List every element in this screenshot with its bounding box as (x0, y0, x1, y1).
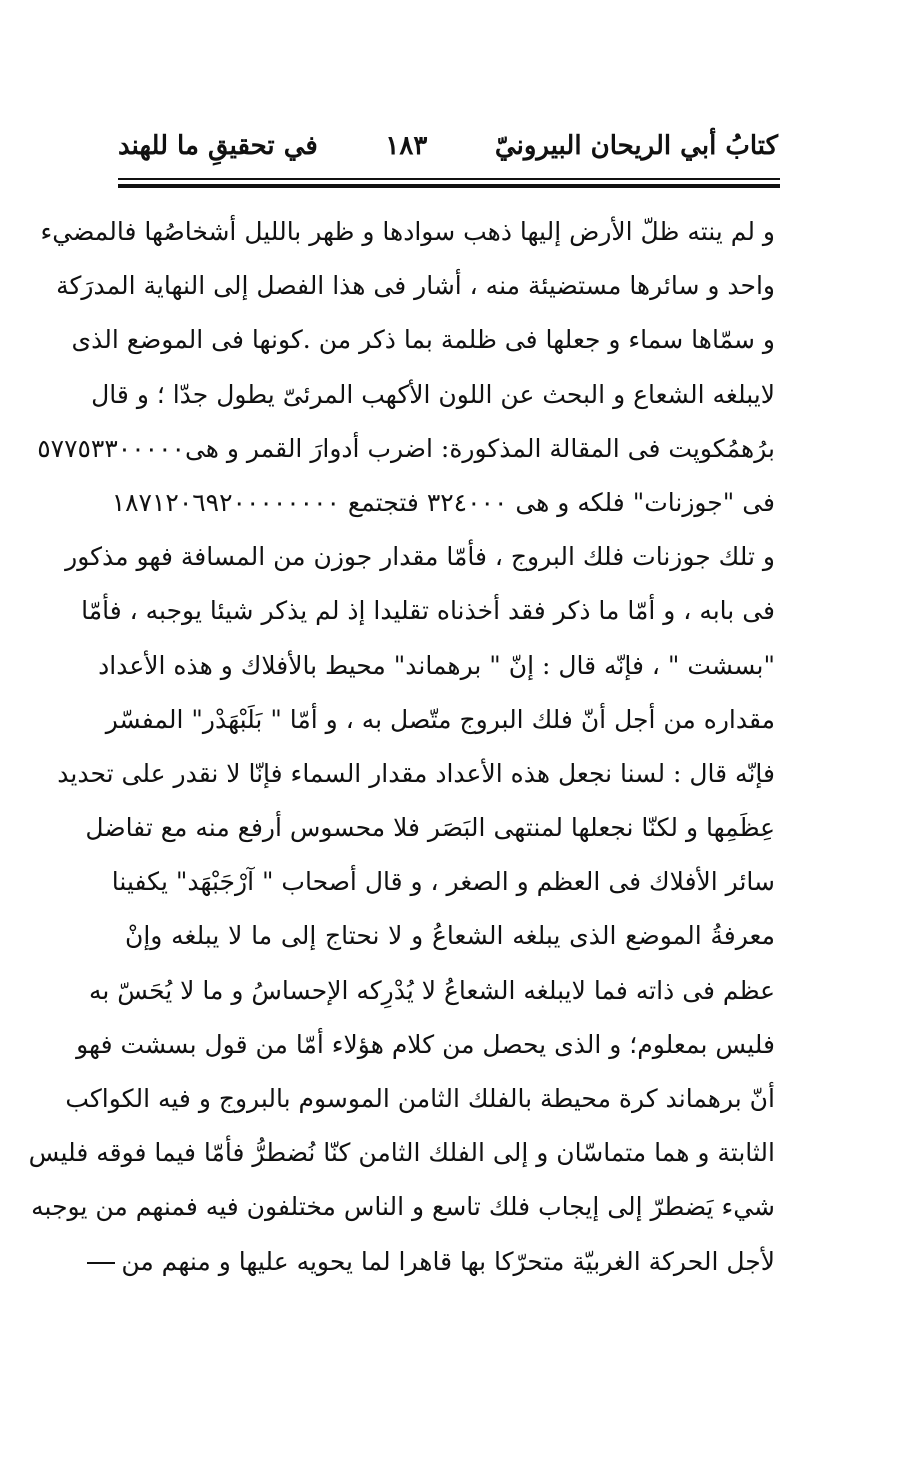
book-title-left: في تحقيقِ ما للهند (118, 131, 318, 161)
text-line: فليس بمعلوم؛ و الذى يحصل من كلام هؤلاء أمّا من قول بسشت فهو (76, 1029, 775, 1059)
text-line: و سمّاها سماء و جعلها فى ظلمة بما ذكر من .كونها فى الموضع الذى (71, 325, 775, 355)
book-title-right: كتابُ أبي الريحان البيرونيّ (494, 131, 778, 161)
text-line: عِظَمِها و لكنّا نجعلها لمنتهى البَصَر فلا محسوس أرفع منه مع تفاضل (85, 813, 775, 843)
text-line-content: لأجل الحركة الغربيّة متحرّكا بها قاهرا لما يحويه عليها و منهم من (121, 1246, 775, 1276)
text-line: و لم ينته ظلّ الأرض إليها ذهب سوادها و ظهر بالليل أشخاصُها فالمضيء (40, 217, 775, 246)
text-line: شيء يَضطرّ إلى إيجاب فلك تاسع و الناس مختلفون فيه فمنهم من يوجبه (31, 1192, 775, 1222)
text-line: واحد و سائرها مستضيئة منه ، أشار فى هذا الفصل إلى النهاية المدرَكة (56, 271, 775, 301)
text-line: الثابتة و هما متماسّان و إلى الفلك الثامن كنّا نُضطرُّ فأمّا فيما فوقه فليس (28, 1138, 775, 1168)
text-line: برُهمُكوپت فى المقالة المذكورة: اضرب أدوارَ القمر و هى٥٧٧٥٣٣٠٠٠٠٠ (37, 433, 775, 463)
header-rule-thick (118, 184, 780, 188)
text-line-last (121, 1235, 775, 1289)
text-line: سائر الأفلاك فى العظم و الصغر ، و قال أصحاب " آرْجَبْهَد" يكفينا (111, 867, 775, 897)
text-line: أنّ برهماند كرة محيطة بالفلك الثامن الموسوم بالبروج و فيه الكواكب (65, 1084, 775, 1113)
text-line: فى بابه ، و أمّا ما ذكر فقد أخذناه تقليدا إذ لم يذكر شيئا يوجبه ، فأمّا (81, 596, 775, 626)
running-header (118, 120, 778, 172)
text-line: معرفةُ الموضع الذى يبلغه الشعاعُ و لا نحتاج إلى ما لا يبلغه وإنْ (125, 921, 775, 951)
page-number: ١٨٣ (385, 131, 428, 161)
header-rule-thin (118, 178, 780, 180)
body-text (28, 205, 775, 1289)
continuation-dash (87, 1262, 115, 1264)
text-line: و تلك جوزنات فلك البروج ، فأمّا مقدار جوزن من المسافة فهو مذكور (65, 542, 775, 572)
text-line: "بسشت " ، فإنّه قال : إنّ " برهماند" محيط بالأفلاك و هذه الأعداد (98, 650, 775, 680)
text-line: فى "جوزنات" فلكه و هى ٣٢٤٠٠٠ فتجتمع ١٨٧١٢٠٦٩٢٠٠٠٠٠٠٠٠ (111, 487, 775, 517)
text-line: مقداره من أجل أنّ فلك البروج متّصل به ، و أمّا " بَلَبْهَدْر" المفسّر (105, 704, 775, 734)
text-line: عظم فى ذاته فما لايبلغه الشعاعُ لا يُدْرِكه الإحساسُ و ما لا يُحَسّ به (88, 975, 775, 1005)
text-line: لايبلغه الشعاع و البحث عن اللون الأكهب المرئىّ يطول جدّا ؛ و قال (91, 379, 775, 409)
text-line: فإنّه قال : لسنا نجعل هذه الأعداد مقدار السماء فإنّا لا نقدر على تحديد (57, 758, 775, 788)
